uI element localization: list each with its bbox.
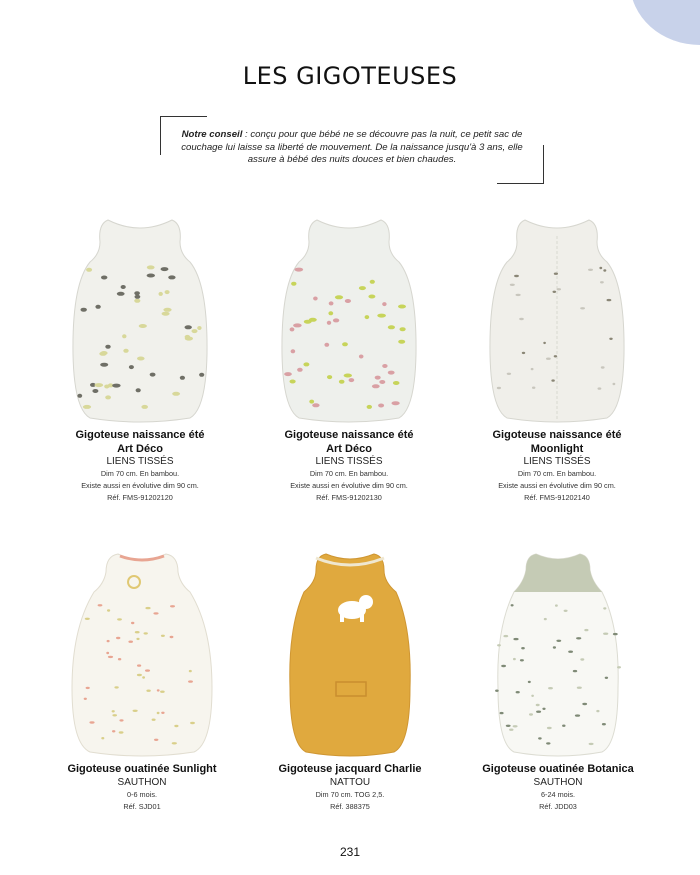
print-motif	[142, 676, 145, 678]
print-motif	[92, 389, 98, 393]
sleep-bag-illustration	[458, 548, 658, 763]
product-detail: Dim 70 cm. En bambou.	[309, 469, 389, 478]
sleep-bag-illustration	[457, 214, 657, 429]
print-motif	[370, 280, 375, 284]
print-motif	[372, 384, 380, 388]
print-motif	[290, 327, 295, 331]
print-motif	[603, 607, 606, 609]
print-motif	[576, 637, 581, 639]
product-info	[40, 429, 240, 505]
sleep-bag-illustration	[40, 214, 240, 429]
print-motif	[100, 363, 108, 367]
advice-label: Notre conseil	[181, 129, 243, 140]
print-motif	[359, 286, 366, 290]
print-motif	[513, 658, 516, 660]
print-motif	[609, 338, 612, 340]
print-motif	[290, 380, 296, 384]
print-motif	[159, 292, 163, 296]
print-motif	[100, 351, 107, 355]
print-motif	[554, 355, 557, 357]
print-motif	[121, 285, 126, 289]
product-card[interactable]	[250, 548, 450, 813]
print-motif	[536, 704, 540, 706]
print-motif	[163, 308, 171, 312]
print-motif	[324, 343, 329, 347]
product-name: Gigoteuse naissance été	[492, 429, 622, 441]
product-card[interactable]	[40, 214, 240, 505]
print-motif	[136, 388, 141, 392]
print-motif	[105, 345, 110, 349]
print-motif	[601, 366, 605, 368]
product-image[interactable]	[249, 214, 449, 429]
print-motif	[532, 387, 535, 389]
print-motif	[312, 403, 319, 407]
print-motif	[157, 712, 160, 714]
product-reference: Réf. SJD01	[123, 801, 161, 811]
print-motif	[85, 618, 90, 620]
print-motif	[117, 618, 122, 620]
product-detail: Dim 70 cm. En bambou.	[100, 469, 180, 478]
print-motif	[172, 742, 177, 744]
print-motif	[101, 737, 104, 739]
product-reference: Réf. 388375	[330, 801, 370, 811]
print-motif	[542, 708, 545, 710]
print-motif	[86, 268, 92, 272]
print-motif	[136, 638, 139, 640]
print-motif	[398, 305, 406, 309]
print-motif	[538, 737, 542, 739]
print-motif	[536, 711, 541, 713]
print-motif	[514, 275, 519, 277]
print-motif	[114, 686, 118, 688]
print-motif	[107, 640, 110, 642]
print-motif	[513, 638, 518, 640]
print-motif	[180, 376, 185, 380]
product-name: Gigoteuse naissance été	[75, 429, 205, 441]
print-motif	[367, 405, 372, 409]
product-card[interactable]	[458, 548, 658, 813]
print-motif	[172, 392, 180, 396]
print-motif	[112, 710, 115, 712]
product-card[interactable]	[42, 548, 242, 813]
product-name-line2: Art Déco	[117, 442, 163, 455]
print-motif	[511, 604, 514, 606]
print-motif	[568, 651, 573, 653]
print-motif	[510, 284, 515, 286]
print-motif	[342, 342, 348, 346]
product-detail: Dim 70 cm. En bambou.	[517, 469, 597, 478]
print-motif	[613, 633, 618, 635]
print-motif	[546, 742, 550, 744]
product-image[interactable]	[40, 214, 240, 429]
product-name: Gigoteuse ouatinée Botanica	[482, 763, 634, 775]
print-motif	[573, 670, 577, 672]
sleep-bag-illustration	[250, 548, 450, 763]
print-motif	[105, 395, 111, 399]
print-motif	[170, 605, 175, 607]
print-motif	[596, 710, 599, 712]
print-motif	[168, 275, 175, 279]
product-detail: 6-24 mois.	[540, 789, 576, 799]
product-info	[250, 763, 450, 813]
print-motif	[393, 381, 400, 385]
print-motif	[368, 295, 375, 299]
print-motif	[134, 299, 140, 303]
print-motif	[144, 632, 148, 634]
print-motif	[95, 383, 104, 387]
print-motif	[564, 610, 568, 612]
page-number: 231	[339, 845, 361, 859]
print-motif	[162, 312, 170, 316]
print-motif	[160, 691, 165, 693]
product-brand: NATTOU	[329, 776, 371, 788]
print-motif	[84, 698, 87, 700]
print-motif	[133, 710, 138, 712]
print-motif	[304, 320, 312, 324]
print-motif	[112, 714, 117, 716]
print-motif	[339, 380, 345, 384]
print-motif	[377, 314, 386, 318]
print-motif	[291, 349, 296, 353]
print-motif	[303, 362, 309, 366]
product-reference: Réf. FMS-91202130	[316, 493, 382, 503]
print-motif	[135, 295, 141, 299]
print-motif	[333, 318, 339, 322]
product-info	[457, 429, 657, 505]
product-brand: LIENS TISSÉS	[523, 456, 591, 467]
print-motif	[553, 646, 556, 648]
product-card[interactable]	[249, 214, 449, 505]
print-motif	[128, 641, 133, 643]
print-motif	[327, 375, 332, 379]
print-motif	[174, 725, 178, 727]
print-motif	[553, 291, 557, 293]
print-motif	[500, 712, 504, 714]
print-motif	[344, 374, 352, 378]
print-motif	[603, 269, 606, 271]
print-motif	[584, 629, 588, 631]
print-motif	[161, 712, 164, 714]
product-detail: Existe aussi en évolutive dim 90 cm.	[81, 481, 199, 491]
print-motif	[112, 730, 115, 732]
print-motif	[185, 325, 192, 329]
print-motif	[291, 282, 296, 286]
product-name: Gigoteuse naissance été	[284, 429, 414, 441]
print-motif	[605, 677, 608, 679]
print-motif	[388, 371, 395, 375]
print-motif	[117, 292, 125, 296]
print-motif	[189, 670, 192, 672]
product-name: Gigoteuse ouatinée Sunlight	[67, 763, 217, 775]
print-motif	[139, 324, 147, 328]
print-motif	[123, 349, 128, 353]
print-motif	[519, 318, 524, 320]
print-motif	[309, 400, 314, 404]
print-motif	[112, 384, 120, 388]
print-motif	[313, 297, 318, 301]
print-motif	[577, 687, 582, 689]
print-motif	[400, 327, 406, 331]
corner-decoration	[630, 0, 700, 45]
print-motif	[119, 731, 124, 733]
product-image[interactable]	[458, 548, 658, 763]
print-motif	[157, 689, 160, 691]
print-motif	[119, 719, 123, 721]
print-motif	[86, 687, 90, 689]
print-motif	[328, 311, 333, 315]
sleep-bag-illustration	[42, 548, 242, 763]
print-motif	[543, 342, 546, 344]
print-motif	[501, 665, 506, 667]
print-motif	[557, 288, 561, 290]
print-motif	[562, 725, 565, 727]
print-motif	[531, 695, 534, 697]
print-motif	[122, 334, 126, 338]
print-motif	[375, 376, 381, 380]
print-motif	[598, 387, 602, 389]
print-motif	[185, 335, 191, 339]
product-detail: 0-6 mois.	[126, 789, 157, 799]
print-motif	[137, 664, 141, 666]
print-motif	[108, 656, 113, 658]
print-motif	[293, 323, 302, 327]
print-motif	[147, 265, 155, 269]
print-motif	[575, 714, 580, 716]
print-motif	[137, 674, 142, 676]
advice-box	[160, 116, 544, 184]
print-motif	[134, 291, 140, 295]
product-image[interactable]	[250, 548, 450, 763]
print-motif	[503, 635, 508, 637]
print-motif	[551, 379, 554, 381]
print-motif	[95, 305, 100, 309]
product-reference: Réf. FMS-91202140	[524, 493, 590, 503]
product-name-line2: Art Déco	[326, 442, 372, 455]
print-motif	[359, 355, 364, 359]
print-motif	[116, 637, 120, 639]
print-motif	[599, 267, 602, 269]
print-motif	[135, 631, 140, 633]
product-reference: Réf. FMS-91202120	[107, 493, 173, 503]
print-motif	[165, 290, 170, 294]
print-motif	[146, 690, 150, 692]
print-motif	[335, 295, 343, 299]
product-detail: Dim 70 cm. TOG 2,5.	[315, 789, 385, 799]
print-motif	[161, 267, 169, 271]
print-motif	[613, 383, 616, 385]
print-motif	[547, 727, 552, 729]
print-motif	[77, 394, 82, 398]
print-motif	[141, 405, 148, 409]
print-motif	[145, 607, 150, 609]
print-motif	[582, 703, 587, 705]
print-motif	[199, 373, 204, 377]
print-motif	[170, 636, 174, 638]
print-motif	[147, 274, 155, 278]
print-motif	[284, 372, 292, 376]
print-motif	[513, 725, 518, 727]
print-motif	[349, 378, 355, 382]
print-motif	[580, 307, 585, 309]
print-motif	[81, 308, 87, 312]
print-motif	[602, 723, 606, 725]
print-motif	[327, 321, 331, 325]
sleep-bag-illustration	[249, 214, 449, 429]
print-motif	[529, 713, 533, 715]
print-motif	[137, 357, 145, 361]
print-motif	[382, 364, 387, 368]
print-motif	[521, 647, 525, 649]
print-motif	[382, 302, 386, 306]
print-motif	[528, 681, 531, 683]
product-name-line2: Moonlight	[530, 442, 584, 455]
product-info	[249, 429, 449, 505]
print-motif	[188, 680, 193, 682]
print-motif	[190, 722, 195, 724]
product-name: Gigoteuse jacquard Charlie	[278, 763, 422, 775]
advice-text	[166, 129, 538, 167]
print-motif	[548, 687, 553, 689]
print-motif	[495, 690, 499, 692]
print-motif	[153, 612, 158, 614]
print-motif	[150, 373, 156, 377]
print-motif	[98, 604, 103, 606]
product-brand: SAUTHON	[117, 776, 167, 788]
print-motif	[600, 281, 604, 283]
print-motif	[118, 658, 121, 660]
print-motif	[497, 644, 501, 646]
print-motif	[297, 368, 303, 372]
print-motif	[192, 329, 198, 333]
print-motif	[544, 618, 547, 620]
product-detail: Existe aussi en évolutive dim 90 cm.	[290, 481, 408, 491]
print-motif	[580, 658, 584, 660]
print-motif	[129, 365, 134, 369]
product-brand: LIENS TISSÉS	[315, 456, 383, 467]
product-card[interactable]	[457, 214, 657, 505]
product-info	[42, 763, 242, 813]
print-motif	[522, 352, 525, 354]
print-motif	[154, 739, 158, 741]
print-motif	[589, 743, 594, 745]
page-title: LES GIGOTEUSES	[242, 62, 458, 90]
print-motif	[398, 340, 405, 344]
print-motif	[161, 635, 165, 637]
print-motif	[131, 622, 134, 624]
product-info	[458, 763, 658, 813]
print-motif	[379, 380, 385, 384]
product-detail: Existe aussi en évolutive dim 90 cm.	[498, 481, 616, 491]
print-motif	[507, 373, 511, 375]
print-motif	[546, 358, 551, 360]
print-motif	[89, 721, 94, 723]
advice-body: : conçu pour que bébé ne se découvre pas la nuit, ce petit sac de couchage lui laisse sa liberté de mouvement. De la naissance jusqu'à 3 ans, elle assure à bébé des nuits douces et bien chaudes.	[181, 129, 523, 165]
print-motif	[554, 273, 558, 275]
print-motif	[531, 368, 534, 370]
print-motif	[588, 269, 593, 271]
print-motif	[392, 401, 400, 405]
print-motif	[617, 666, 621, 668]
print-motif	[329, 301, 334, 305]
print-motif	[365, 315, 370, 319]
print-motif	[378, 404, 384, 408]
product-reference: Réf. JDD03	[539, 801, 577, 811]
print-motif	[556, 640, 561, 642]
print-motif	[345, 299, 351, 303]
print-motif	[516, 294, 521, 296]
print-motif	[101, 276, 107, 280]
product-brand: SAUTHON	[533, 776, 583, 788]
print-motif	[555, 604, 558, 606]
print-motif	[516, 691, 520, 693]
product-image[interactable]	[42, 548, 242, 763]
print-motif	[607, 299, 612, 301]
print-motif	[603, 633, 608, 635]
print-motif	[388, 325, 395, 329]
print-motif	[520, 659, 524, 661]
print-motif	[506, 725, 511, 727]
product-brand: LIENS TISSÉS	[106, 456, 174, 467]
print-motif	[106, 652, 109, 654]
print-motif	[497, 387, 501, 389]
print-motif	[197, 326, 201, 330]
print-motif	[83, 405, 91, 409]
print-motif	[509, 729, 513, 731]
print-motif	[295, 268, 304, 272]
print-motif	[152, 719, 156, 721]
product-image[interactable]	[457, 214, 657, 429]
print-motif	[145, 669, 150, 671]
print-motif	[107, 609, 110, 611]
